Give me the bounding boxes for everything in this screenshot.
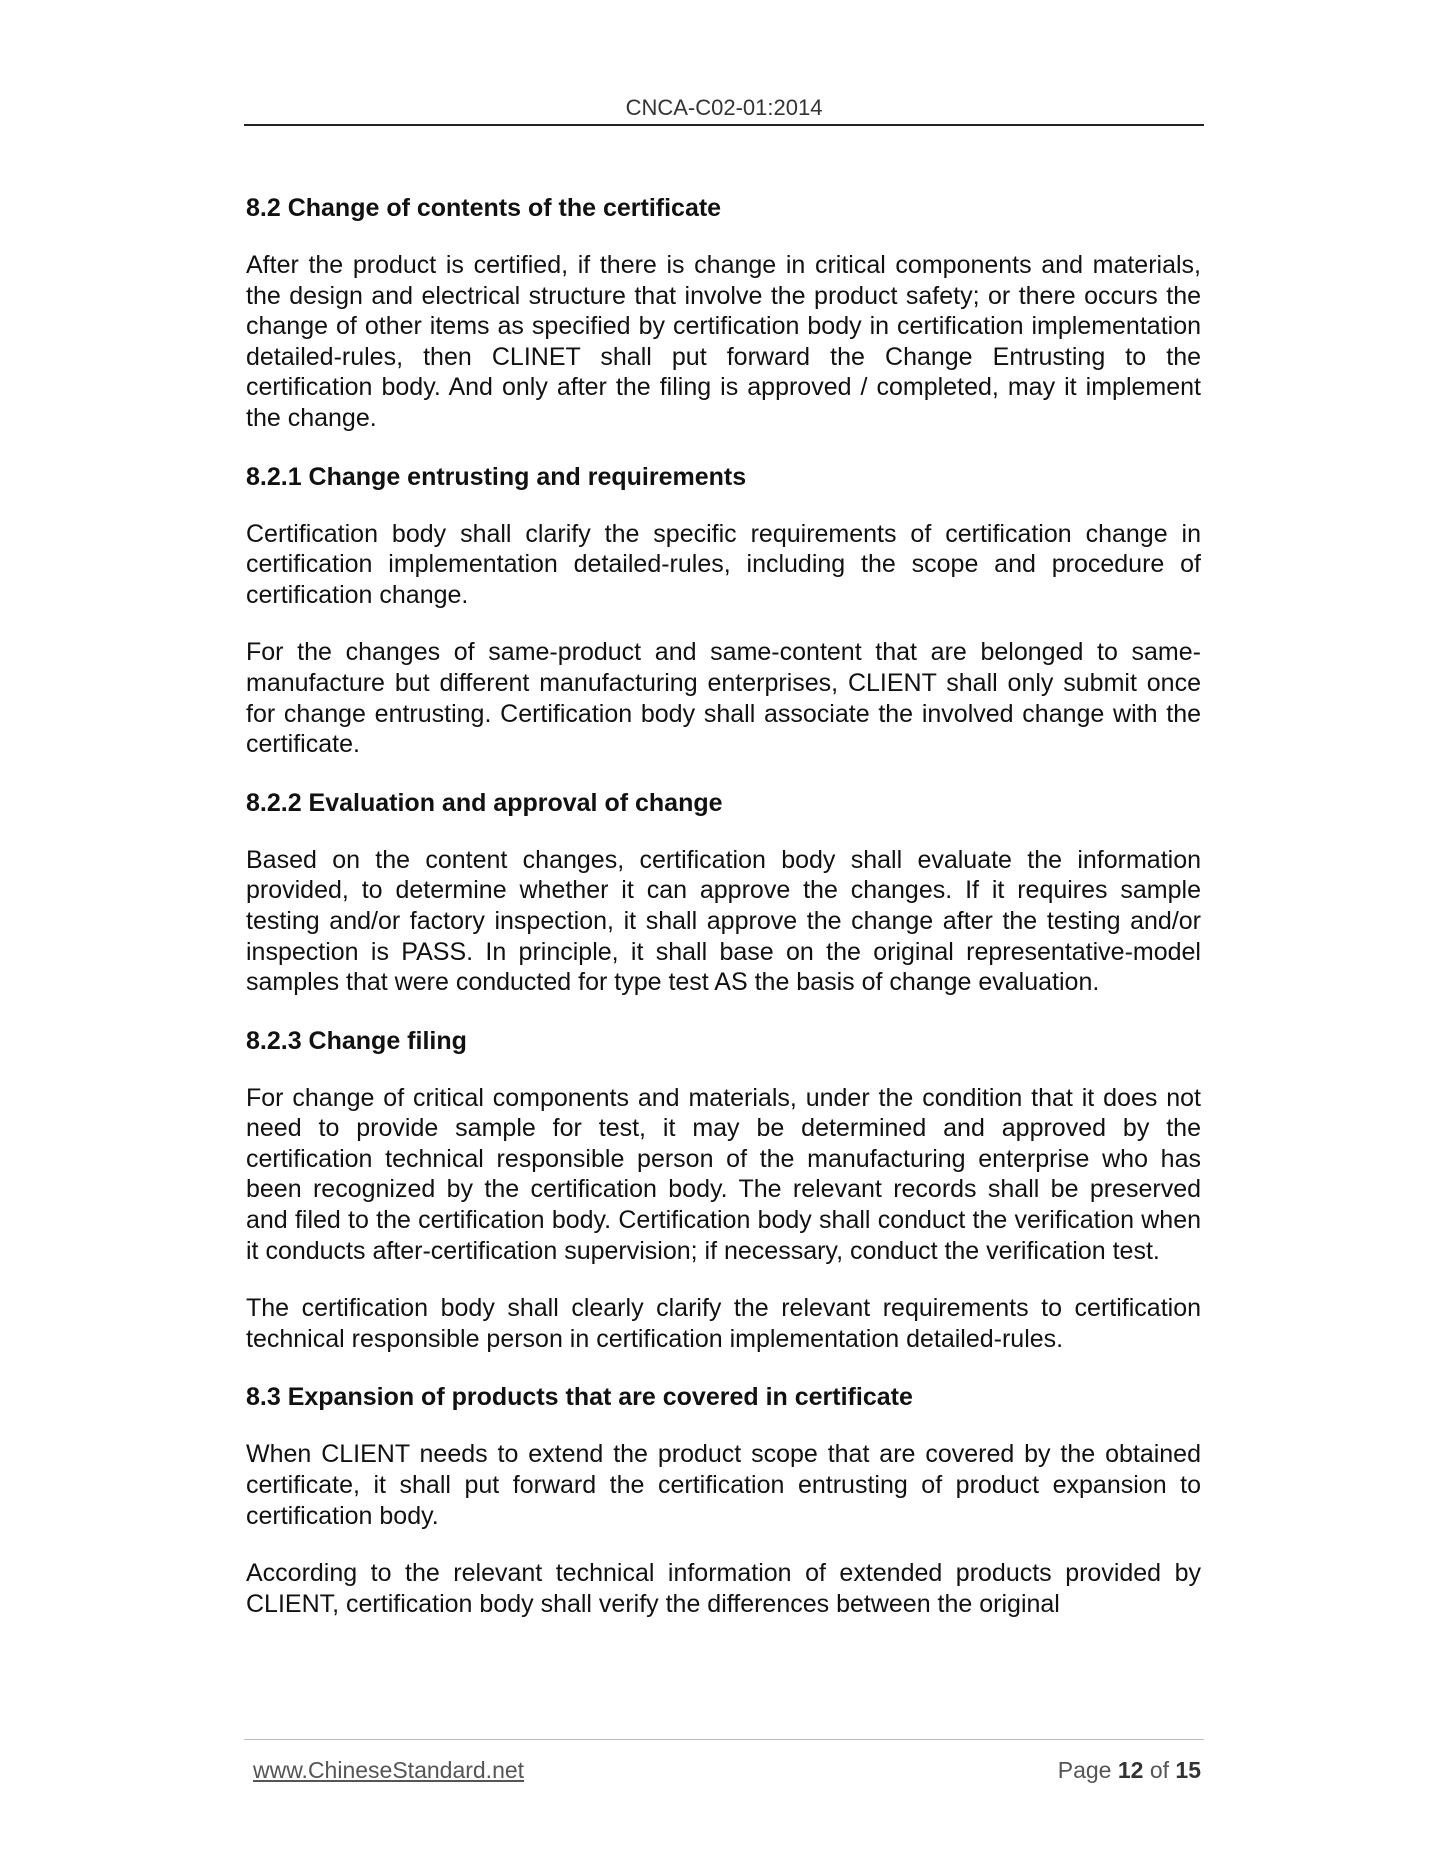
section-heading-8-2: 8.2 Change of contents of the certificate — [246, 194, 722, 222]
section-heading-8-2-1: 8.2.1 Change entrusting and requirements — [246, 462, 747, 491]
document-body — [246, 192, 1201, 1646]
paragraph: When CLIENT needs to extend the product scope that are covered by the obtained certificate, it shall put forward the certification entrusting of product expansion to certification body. — [246, 1440, 1201, 1530]
page-number — [1058, 1757, 1201, 1784]
paragraph: After the product is certified, if there is change in critical components and materials, the design and electrical structure that involve the product safety; or there occurs the change of other items as specified by certification body in certification implementation detailed-rules, then CLINET shall put forward the Change Entrusting to the certification body. And only after the filing is approved / completed, may it implement the change. — [246, 251, 1201, 432]
section-heading-8-3: 8.3 Expansion of products that are covered in certificate — [246, 1383, 913, 1412]
header-divider — [244, 124, 1204, 126]
paragraph: Certification body shall clarify the specific requirements of certification change in certification implementation detailed-rules, including the scope and procedure of certification change. — [246, 519, 1201, 609]
website-link[interactable]: www.ChineseStandard.net — [253, 1757, 525, 1783]
page-current: 12 — [1117, 1757, 1144, 1783]
paragraph: For the changes of same-product and same-content that are belonged to same-manufacture but different manufacturing enterprises, CLIENT shall only submit once for change entrusting. Certification body shall associate the involved change with the certificate. — [246, 638, 1201, 759]
paragraph: The certification body shall clearly clarify the relevant requirements to certification technical responsible person in certification implementation detailed-rules. — [246, 1294, 1201, 1353]
page-word: Page — [1057, 1757, 1112, 1783]
section-heading-8-2-2: 8.2.2 Evaluation and approval of change — [246, 788, 723, 817]
paragraph: Based on the content changes, certification body shall evaluate the information provided, to determine whether it can approve the changes. If it requires sample testing and/or factory inspection, it shall approve the change after the testing and/or inspection is PASS. In principle, it shall base on the original representative-model samples that were conducted for type test AS the basis of change evaluation. — [246, 845, 1201, 997]
footer-divider — [244, 1739, 1204, 1740]
page-total: 15 — [1175, 1757, 1201, 1783]
paragraph: According to the relevant technical information of extended products provided by CLIENT, certification body shall verify the differences between the original — [246, 1559, 1201, 1618]
document-code: CNCA-C02-01:2014 — [625, 95, 823, 120]
section-heading-8-2-3: 8.2.3 Change filing — [246, 1026, 467, 1055]
page-of: of — [1149, 1757, 1170, 1783]
paragraph: For change of critical components and materials, under the condition that it does not need to provide sample for test, it may be determined and approved by the certification technical responsible person of the manufacturing enterprise who has been recognized by the certification body. The relevant records shall be preserved and filed to the certification body. Certification body shall conduct the verification when it conducts after-certification supervision; if necessary, conduct the verification test. — [246, 1083, 1201, 1265]
